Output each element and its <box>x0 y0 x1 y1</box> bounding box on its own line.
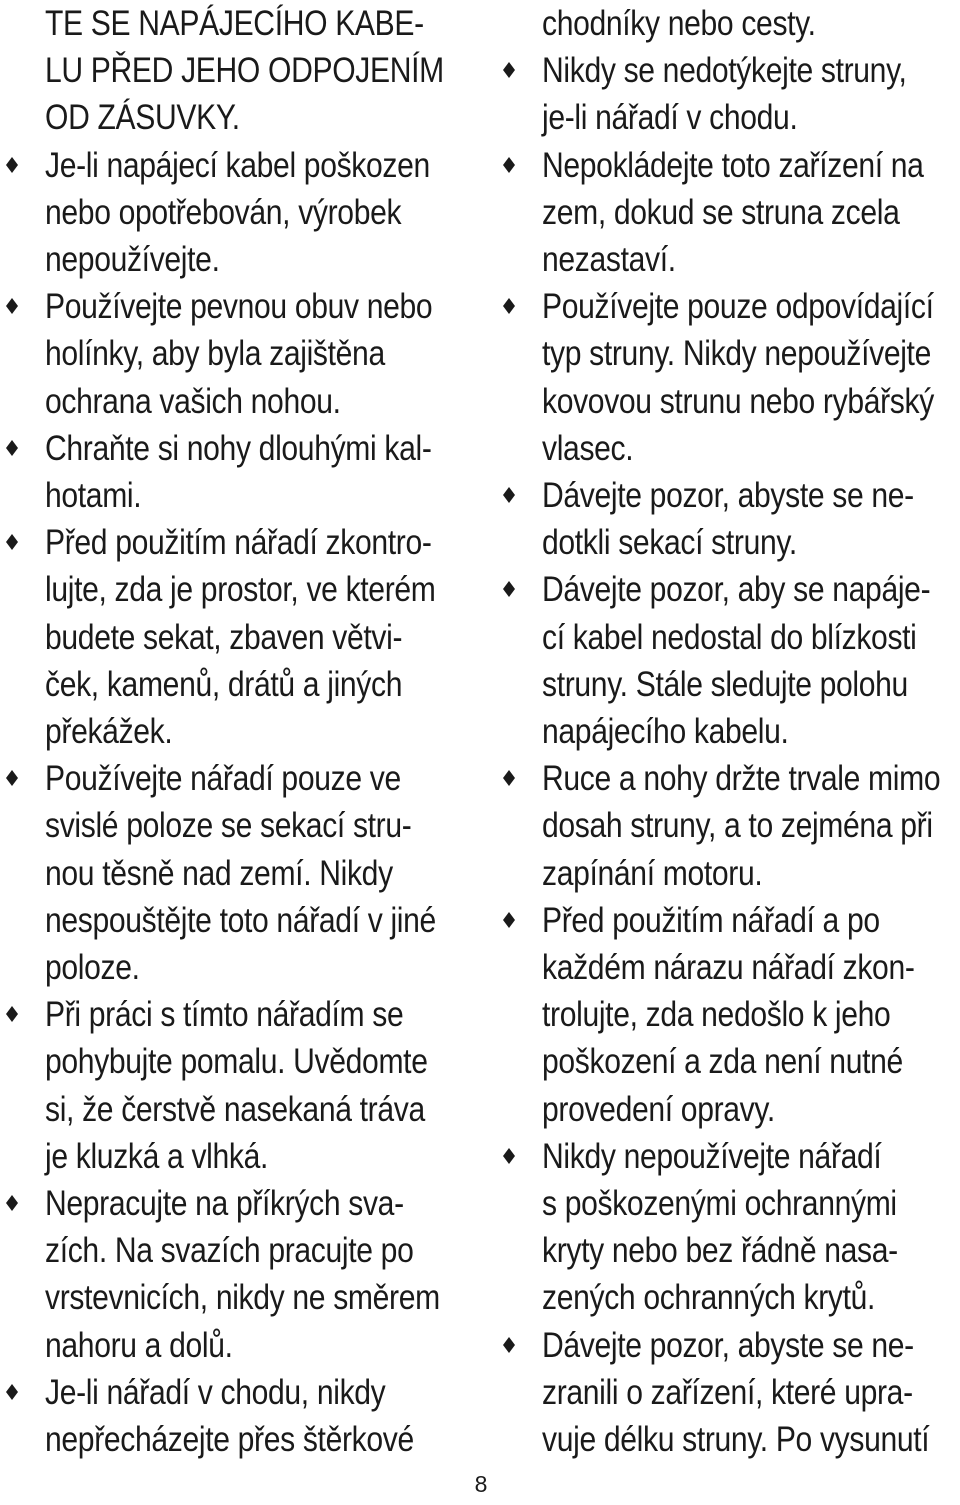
line-text: lujte, zda je prostor, ve kterém <box>45 570 436 610</box>
line-text: dotkli sekací struny. <box>542 523 797 563</box>
diamond-bullet-icon <box>6 534 18 550</box>
line-text: Chraňte si nohy dlouhými kal- <box>45 428 432 468</box>
diamond-bullet-icon <box>503 912 515 928</box>
diamond-bullet-icon <box>503 487 515 503</box>
line-text: vlasec. <box>542 428 634 468</box>
line-text: Používejte nářadí pouze ve <box>45 759 401 799</box>
line-text: s poškozenými ochrannými <box>542 1184 897 1223</box>
line-text: si, že čerstvě nasekaná tráva <box>45 1089 425 1129</box>
line-text: překážek. <box>45 712 173 751</box>
line-text: nespouštějte toto nářadí v jiné <box>45 900 436 940</box>
line-text: Dávejte pozor, abyste se ne- <box>542 1325 914 1365</box>
line-text: Před použitím nářadí zkontro- <box>45 523 432 563</box>
diamond-bullet-icon <box>6 157 18 173</box>
line-text: nebo opotřebován, výrobek <box>45 192 402 232</box>
line-text: napájecího kabelu. <box>542 712 789 751</box>
line-text: LU PŘED JEHO ODPOJENÍM <box>45 51 444 91</box>
diamond-bullet-icon <box>503 62 515 78</box>
line-text: každém nárazu nářadí zkon- <box>542 948 915 987</box>
line-text: Používejte pouze odpovídající <box>542 287 934 327</box>
line-text: Dávejte pozor, abyste se ne- <box>542 476 914 515</box>
line-text: chodníky nebo cesty. <box>542 4 816 43</box>
line-text: nou těsně nad zemí. Nikdy <box>45 853 393 893</box>
line-text: Nepracujte na příkrých sva- <box>45 1184 404 1223</box>
diamond-bullet-icon <box>6 298 18 314</box>
line-text: Je-li napájecí kabel poškozen <box>45 145 430 185</box>
diamond-bullet-icon <box>6 1006 18 1022</box>
diamond-bullet-icon <box>503 1148 515 1164</box>
line-text: je kluzká a vlhká. <box>45 1136 269 1176</box>
diamond-bullet-icon <box>503 1337 515 1353</box>
line-text: zených ochranných krytů. <box>542 1278 876 1318</box>
line-text: Ruce a nohy držte trvale mimo <box>542 759 941 799</box>
line-text: Při práci s tímto nářadím se <box>45 995 404 1035</box>
diamond-bullet-icon <box>503 298 515 314</box>
line-text: provedení opravy. <box>542 1089 775 1129</box>
line-text: dosah struny, a to zejména při <box>542 806 933 846</box>
line-text: nahoru a dolů. <box>45 1325 233 1365</box>
line-text: vrstevnicích, nikdy ne směrem <box>45 1278 440 1318</box>
line-text: Dávejte pozor, aby se napáje- <box>542 570 931 610</box>
line-text: pohybujte pomalu. Uvědomte <box>45 1042 428 1082</box>
diamond-bullet-icon <box>6 1384 18 1400</box>
line-text: ochrana vašich nohou. <box>45 381 341 421</box>
page-number: 8 <box>474 1471 488 1497</box>
line-text: zapínání motoru. <box>542 853 763 893</box>
line-text: struny. Stále sledujte polohu <box>542 664 908 704</box>
line-text: nepoužívejte. <box>45 240 220 279</box>
line-text: poškození a zda není nutné <box>542 1042 903 1082</box>
line-text: TE SE NAPÁJECÍHO KABE- <box>45 4 424 43</box>
diamond-bullet-icon <box>503 770 515 786</box>
line-text: cí kabel nedostal do blízkosti <box>542 617 917 657</box>
line-text: Je-li nářadí v chodu, nikdy <box>45 1372 386 1412</box>
line-text: vuje délku struny. Po vysunutí <box>542 1420 930 1459</box>
diamond-bullet-icon <box>6 770 18 786</box>
line-text: svislé poloze se sekací stru- <box>45 806 412 846</box>
line-text: holínky, aby byla zajištěna <box>45 334 385 374</box>
line-text: OD ZÁSUVKY. <box>45 98 240 138</box>
line-text: Nikdy se nedotýkejte struny, <box>542 51 907 91</box>
line-text: kryty nebo bez řádně nasa- <box>542 1231 898 1271</box>
line-text: trolujte, zda nedošlo k jeho <box>542 995 891 1035</box>
diamond-bullet-icon <box>503 581 515 597</box>
line-text: budete sekat, zbaven větvi- <box>45 617 403 657</box>
line-text: nepřecházejte přes štěrkové <box>45 1420 414 1459</box>
diamond-bullet-icon <box>6 440 18 456</box>
line-text: je-li nářadí v chodu. <box>542 98 798 138</box>
line-text: zranili o zařízení, které upra- <box>542 1372 913 1412</box>
line-text: nezastaví. <box>542 240 676 279</box>
diamond-bullet-icon <box>6 1195 18 1211</box>
line-text: Nikdy nepoužívejte nářadí <box>542 1136 882 1176</box>
line-text: zem, dokud se struna zcela <box>542 192 900 232</box>
line-text: Používejte pevnou obuv nebo <box>45 287 433 327</box>
line-text: Nepokládejte toto zařízení na <box>542 145 924 185</box>
line-text: ček, kamenů, drátů a jiných <box>45 664 403 704</box>
line-text: poloze. <box>45 948 140 987</box>
line-text: kovovou strunu nebo rybářský <box>542 381 934 421</box>
line-text: Před použitím nářadí a po <box>542 900 880 940</box>
line-text: zích. Na svazích pracujte po <box>45 1231 414 1271</box>
diamond-bullet-icon <box>503 157 515 173</box>
line-text: typ struny. Nikdy nepoužívejte <box>542 334 931 374</box>
line-text: hotami. <box>45 476 142 515</box>
